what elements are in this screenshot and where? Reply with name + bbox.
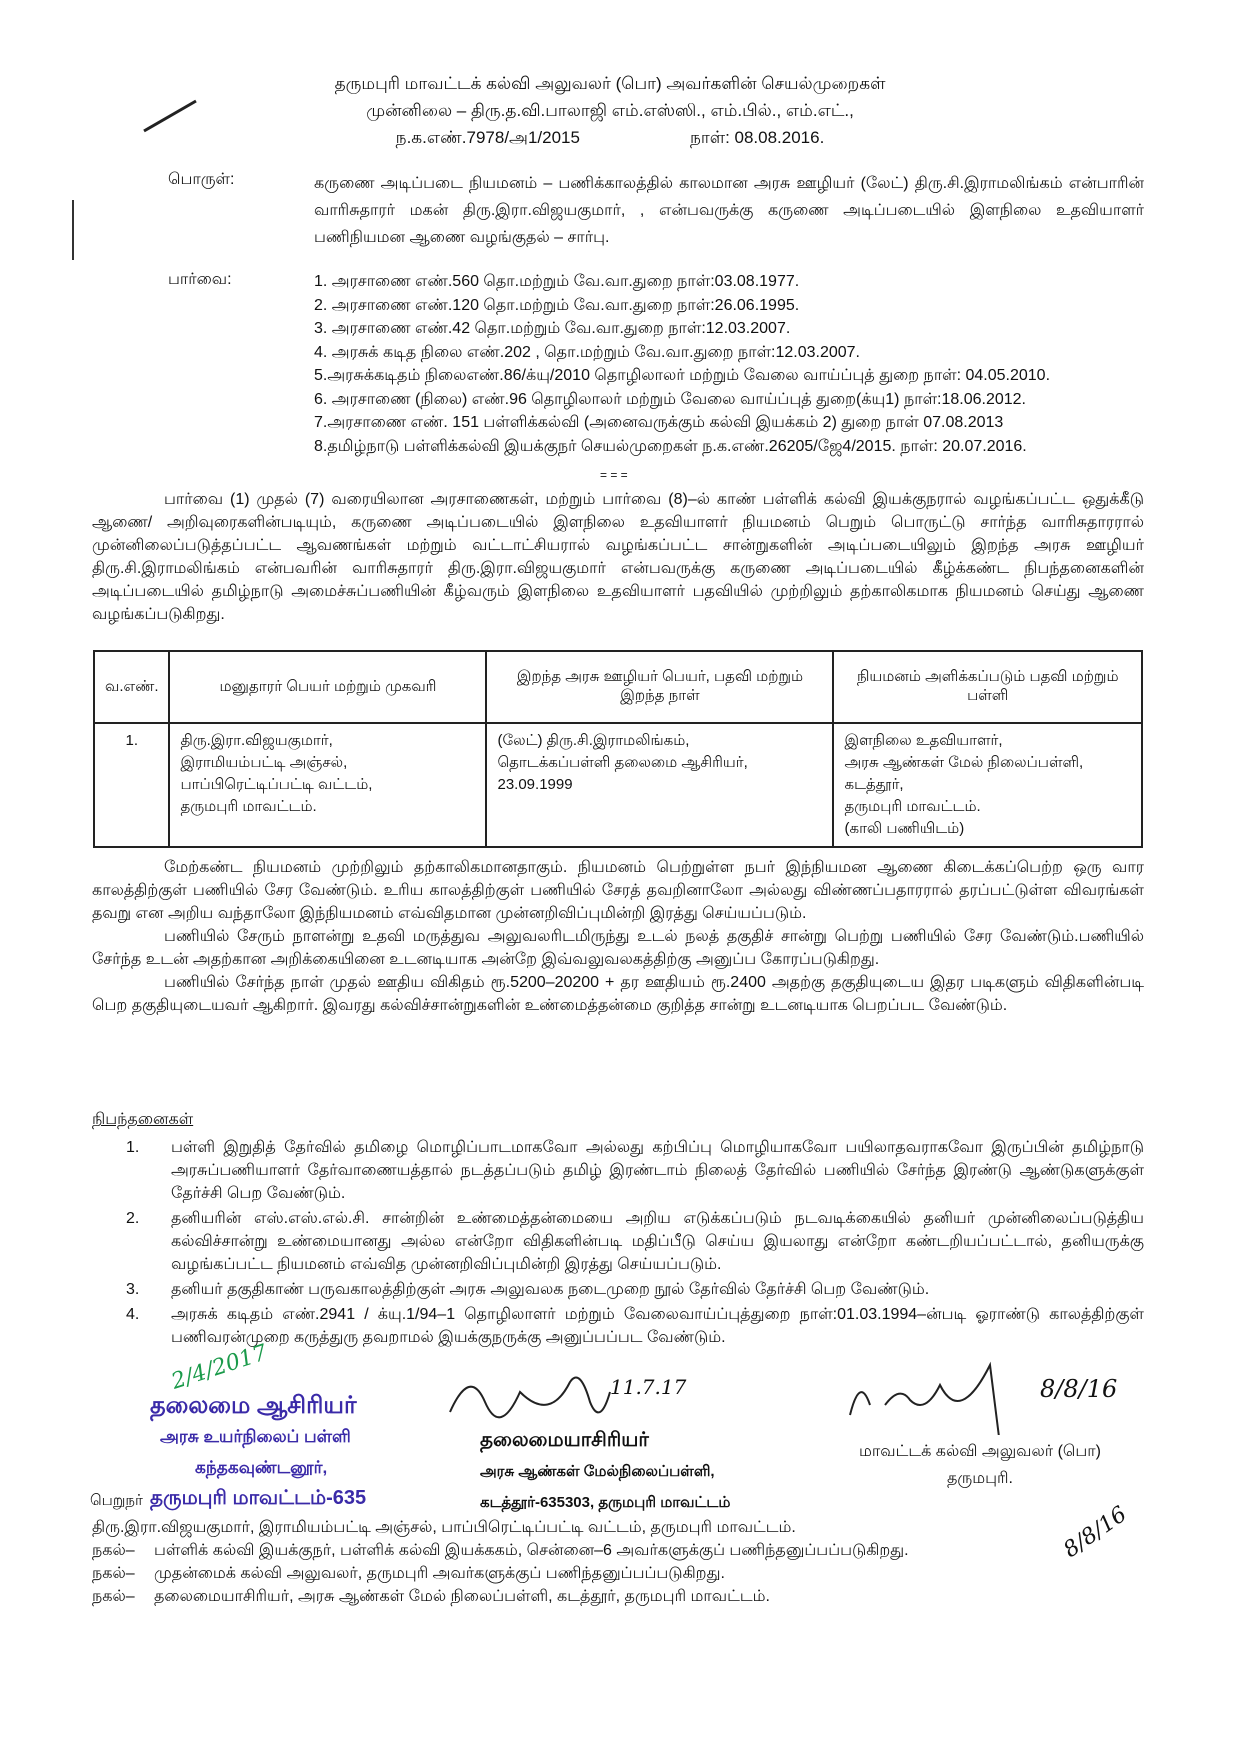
copy-label: நகல்– (92, 1588, 135, 1605)
col-deceased: இறந்த அரசு ஊழியர் பெயர், பதவி மற்றும் இறந்த நாள் (486, 651, 833, 723)
copy-item (92, 1585, 1092, 1608)
hm-stamp (150, 1390, 366, 1514)
condition-text: தனியரின் எஸ்.எஸ்.எல்.சி. சான்றின் உண்மைத்தன்மையை அறிய எடுக்கப்படும் நடவடிக்கையில் தனியர் முன்னிலைப்படுத்திய கல்விச்சான்று உண்மையானது அல்ல என்றோ விதிகளின்படி மதிப்பீடு செய்ய இயலாது என்றோ கண்டறியப்பட்டால், தனியருக்கு வழங்கப்பட்ட நியமனம் எவ்வித முன்னறிவிப்புமின்றி இரத்து செய்யப்படும். (171, 1210, 1144, 1273)
reference-item: 3. அரசாணை எண்.42 தொ.மற்றும் வே.வா.துறை நாள்:12.03.2007. (314, 320, 791, 337)
recipient-label: பெறுநர் (90, 1492, 143, 1509)
copy-text: முதன்மைக் கல்வி அலுவலர், தருமபுரி அவர்களுக்குப் பணிந்தனுப்பப்படுகிறது. (154, 1565, 725, 1582)
references-list (314, 270, 1154, 458)
col-posting: நியமனம் அளிக்கப்படும் பதவி மற்றும் பள்ளி (833, 651, 1142, 723)
condition-number: 2. (126, 1210, 140, 1227)
copy-item (92, 1562, 1092, 1585)
reference-item: 1. அரசாணை எண்.560 தொ.மற்றும் வே.வா.துறை நாள்:03.08.1977. (314, 273, 800, 290)
applicant-line: பாப்பிரெட்டிப்பட்டி வட்டம், (180, 776, 373, 793)
posting-line: கடத்தூர், (844, 776, 904, 793)
cell-deceased (486, 723, 833, 847)
copy-item (92, 1539, 1092, 1562)
deceased-line: தொடக்கப்பள்ளி தலைமை ஆசிரியர், (497, 754, 748, 771)
condition-number: 1. (126, 1139, 140, 1156)
posting-line: அரசு ஆண்கள் மேல் நிலைப்பள்ளி, (844, 754, 1084, 771)
reference-item: 5.அரசுக்கடிதம் நிலைஎண்.86/க்யு/2010 தொழிலாலர் மற்றும் வேலை வாய்ப்புத் துறை நாள்: 04.05.2010. (314, 367, 1051, 384)
paragraph-joining: பணியில் சேரும் நாளன்று உதவி மருத்துவ அலுவலரிடமிருந்து உடல் நலத் தகுதிச் சான்று பெற்று பணியில் சேர வேண்டும்.பணியில் சேர்ந்த உடன் அதற்கான அறிக்கையினை உடனடியாக அன்றே இவ்வலுவலகத்திற்கு அனுப்ப கோரப்படுகிறது. (92, 928, 1144, 968)
applicant-line: இராமியம்பட்டி அஞ்சல், (180, 754, 348, 771)
stamp-line: அரசு உயர்நிலைப் பள்ளி (160, 1427, 351, 1446)
margin-mark (72, 200, 74, 260)
reference-number: ந.க.எண்.7978/அ1/2015 (395, 128, 580, 147)
recipient-and-copies (92, 1516, 1092, 1608)
cell-sno: 1. (94, 723, 169, 847)
reference-item: 4. அரசுக் கடித நிலை எண்.202 , தொ.மற்றும் வே.வா.துறை நாள்:12.03.2007. (314, 343, 860, 361)
copy-text: பள்ளிக் கல்வி இயக்குநர், பள்ளிக் கல்வி இயக்ககம், சென்னை–6 அவர்களுக்குப் பணிந்தனுப்பப்படுகிறது. (154, 1542, 909, 1559)
condition-item (92, 1136, 1144, 1205)
condition-item (92, 1207, 1144, 1276)
reference-item: 7.அரசாணை எண். 151 பள்ளிக்கல்வி (அனைவருக்கும் கல்வி இயக்கம் 2) துறை நாள் 07.08.2013 (314, 414, 1004, 431)
copy-label: நகல்– (92, 1565, 135, 1582)
condition-text: தனியர் தகுதிகாண் பருவகாலத்திற்குள் அரசு அலுவலக நடைமுறை நூல் தேர்வில் தேர்ச்சி பெற வேண்டும். (171, 1281, 930, 1298)
applicant-line: தருமபுரி மாவட்டம். (180, 798, 317, 815)
reference-item: 8.தமிழ்நாடு பள்ளிக்கல்வி இயக்குநர் செயல்முறைகள் ந.க.எண்.26205/ஜே4/2015. நாள்: 20.07.2016. (314, 437, 1027, 455)
condition-number: 4. (126, 1306, 140, 1323)
separator: = = = (600, 468, 628, 482)
header-presence: முன்னிலை – திரு.த.வி.பாலாஜி எம்.எஸ்ஸி., எம்.பில்., எம்.எட்., (366, 101, 854, 120)
col-sno: வ.எண். (94, 651, 169, 723)
table-row (94, 723, 1142, 847)
stamp-line: கந்தகவுண்டனூர், (195, 1458, 328, 1477)
deceased-line: 23.09.1999 (497, 776, 573, 793)
posting-line: (காலி பணியிடம்) (844, 820, 965, 837)
reference-item: 2. அரசாணை எண்.120 தொ.மற்றும் வே.வா.துறை நாள்:26.06.1995. (314, 296, 800, 314)
conditions-title: நிபந்தனைகள் (92, 1111, 194, 1128)
stamp-line: அரசு ஆண்கள் மேல்நிலைப்பள்ளி, (480, 1463, 715, 1480)
conditions-list (92, 1136, 1144, 1351)
paragraph-pay: பணியில் சேர்ந்த நாள் முதல் ஊதிய விகிதம் ரூ.5200–20200 + தர ஊதியம் ரூ.2400 அதற்கு தகுதியுடைய இதர படிகளும் விதிகளின்படி பெற தகுதியுடையவர் ஆகிறார். இவரது கல்விச்சான்றுகளின் உண்மைத்தன்மை குறித்த சான்று உடனடியாக பெறப்பட வேண்டும். (92, 974, 1144, 1014)
col-applicant: மனுதாரர் பெயர் மற்றும் முகவரி (169, 651, 486, 723)
recipient-address: திரு.இரா.விஜயகுமார், இராமியம்பட்டி அஞ்சல், பாப்பிரெட்டிப்பட்டி வட்டம், தருமபுரி மாவட்டம். (92, 1519, 796, 1536)
reference-item: 6. அரசாணை (நிலை) எண்.96 தொழிலாலர் மற்றும் வேலை வாய்ப்புத் துறை(க்யு1) நாள்:18.06.2012. (314, 390, 1026, 408)
condition-number: 3. (126, 1281, 140, 1298)
copy-label: நகல்– (92, 1542, 135, 1559)
header-title: தருமபுரி மாவட்டக் கல்வி அலுவலர் (பொ) அவர்களின் செயல்முறைகள் (334, 74, 886, 93)
deo-signature-block (840, 1438, 1120, 1492)
references-label: பார்வை: (168, 271, 232, 288)
cell-applicant (169, 723, 486, 847)
initial-note: 8/8/16 (1059, 1501, 1132, 1564)
stamp-line: தலைமையாசிரியர் (480, 1429, 649, 1451)
deo-signature-date: 8/8/16 (1040, 1375, 1118, 1403)
deo-signature-icon (840, 1355, 1040, 1435)
applicant-line: திரு.இரா.விஜயகுமார், (180, 732, 333, 749)
green-handwritten-note: 2/4/2017 (168, 1340, 271, 1395)
paragraphs (92, 856, 1144, 1017)
order-paragraph: பார்வை (1) முதல் (7) வரையிலான அரசாணைகள், மற்றும் பார்வை (8)–ல் காண் பள்ளிக் கல்வி இயக்குநரால் வழங்கப்பட்ட ஒதுக்கீடு ஆணை/ அறிவுரைகளின்படியும், கருணை அடிப்படையில் இளநிலை உதவியாளர் நியமனம் பெறும் பொருட்டு சார்ந்த வாரிசுதாரரால் முன்னிலைப்படுத்தப்பட்ட ஆவணங்கள் மற்றும் வட்டாட்சியரால் வழங்கப்பட்ட சான்றுகளின் அடிப்படையிலும் இறந்த அரசு ஊழியர் திரு.சி.இராமலிங்கம் என்பவரின் வாரிசுதாரர் திரு.இரா.விஜயகுமார் என்பவருக்கு கருணை அடிப்படையில் கீழ்க்கண்ட நிபந்தனைகளின் அடிப்படையில் தமிழ்நாடு அமைச்சுப்பணியின் கீழ்வரும் இளநிலை உதவியாளர் பதவியில் முற்றிலும் தற்காலிகமாக நியமனம் செய்து ஆணை வழங்கப்படுகிறது. (92, 491, 1144, 623)
copy-text: தலைமையாசிரியர், அரசு ஆண்கள் மேல் நிலைப்பள்ளி, கடத்தூர், தருமபுரி மாவட்டம். (154, 1588, 770, 1605)
hss-stamp (480, 1425, 730, 1518)
subject-label: பொருள்: (168, 171, 235, 188)
condition-text: அரசுக் கடிதம் எண்.2941 / க்யு.1/94–1 தொழிலாளர் மற்றும் வேலைவாய்ப்புத்துறை நாள்:01.03.1994–ன்படி ஓராண்டு காலத்திற்குள் பணிவரன்முறை கருத்துரு தவறாமல் இயக்குநருக்கு அனுப்பப்பட வேண்டும். (171, 1306, 1144, 1346)
document-header (250, 70, 970, 151)
stamp-line: தருமபுரி மாவட்டம்-635 (150, 1487, 367, 1509)
pen-mark-icon (140, 95, 200, 135)
condition-item (92, 1278, 1144, 1301)
posting-line: இளநிலை உதவியாளர், (844, 732, 1003, 749)
table-header-row (94, 651, 1142, 723)
deceased-line: (லேட்) திரு.சி.இராமலிங்கம், (497, 732, 690, 749)
condition-text: பள்ளி இறுதித் தேர்வில் தமிழை மொழிப்பாடமாகவோ அல்லது கற்பிப்பு மொழியாகவோ பயிலாதவராகவோ இருப்பின் தமிழ்நாடு அரசுப்பணியாளர் தேர்வாணையத்தால் நடத்தப்படும் தமிழ் இரண்டாம் நிலைத் தேர்வில் பணியில் சேர்ந்த இரண்டு ஆண்டுகளுக்குள் தேர்ச்சி பெற வேண்டும். (171, 1139, 1145, 1202)
stamp-line: கடத்தூர்-635303, தருமபுரி மாவட்டம் (480, 1494, 731, 1511)
subject-text: கருணை அடிப்படை நியமனம் – பணிக்காலத்தில் காலமான அரசு ஊழியர் (லேட்) திரு.சி.இராமலிங்கம் என்பாரின் வாரிசுதாரர் மகன் திரு.இரா.விஜயகுமார், , என்பவருக்கு கருணை அடிப்படையில் இளநிலை உதவியாளர் பணிநியமன ஆணை வழங்குதல் – சார்பு. (314, 175, 1144, 246)
posting-line: தருமபுரி மாவட்டம். (844, 798, 981, 815)
deo-designation: மாவட்டக் கல்வி அலுவலர் (பொ) (859, 1443, 1101, 1460)
hm-signature-date: 11.7.17 (610, 1375, 687, 1399)
condition-item (92, 1303, 1144, 1349)
paragraph-temporary: மேற்கண்ட நியமனம் முற்றிலும் தற்காலிகமானதாகும். நியமனம் பெற்றுள்ள நபர் இந்நியமன ஆணை கிடைக்கப்பெற்ற ஒரு வார காலத்திற்குள் பணியில் சேர வேண்டும். உரிய காலத்திற்குள் பணியில் சேரத் தவறினாலோ அல்லது விண்ணப்பதாரரால் தரப்பட்டுள்ள விவரங்கள் தவறு என அறிய வந்தாலோ இந்நியமனம் எவ்விதமான முன்னறிவிப்புமின்றி இரத்து செய்யப்படும். (92, 859, 1144, 922)
stamp-line: தலைமை ஆசிரியர் (150, 1392, 357, 1419)
deo-place: தருமபுரி. (947, 1470, 1013, 1487)
appointment-table (93, 650, 1143, 848)
document-date: நாள்: 08.08.2016. (689, 128, 825, 147)
cell-posting (833, 723, 1142, 847)
